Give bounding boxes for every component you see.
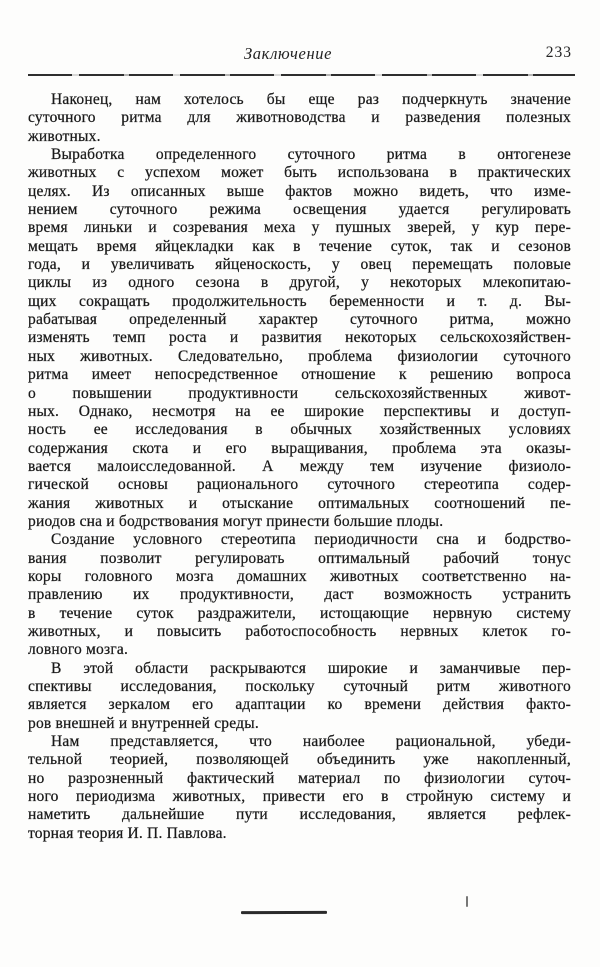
text-line: но разрозненный фактический материал по физиологии суточ- — [28, 769, 571, 787]
text-line: Наконец, нам хотелось бы еще раз подчеркнуть значение — [51, 91, 571, 108]
header-rule — [28, 74, 575, 76]
running-header — [28, 44, 574, 66]
text-line: ных животных. Следовательно, проблема физиологии суточного — [28, 347, 571, 365]
text-line: Создание условного стереотипа периодичности сна и бодрство- — [51, 531, 571, 549]
text-line: ритма имеет непосредственное отношение к решению вопроса — [28, 366, 571, 384]
text-line: торная теория И. П. Павлова. — [28, 824, 227, 842]
text-line: Выработка определенного суточного ритма в онтогенезе — [51, 146, 571, 164]
text-line: рабатывая определенный характер суточного ритма, можно — [28, 311, 571, 329]
text-line: о повышении продуктивности сельскохозяйственных живот- — [28, 384, 571, 402]
text-line: Нам представляется, что наиболее рациональной, убеди- — [51, 733, 571, 751]
text-line: ловного мозга. — [28, 641, 129, 659]
text-line: года, и увеличивать яйценоскость, у овец перемещать половые — [28, 256, 571, 274]
paragraph — [28, 733, 571, 843]
text-line: животных, и повысить работоспособность нервных клеток го- — [28, 622, 571, 640]
text-line: циклы из одного сезона в другой, у некоторых млекопитаю- — [28, 274, 571, 292]
text-line: животных с успехом может быть использована в практических — [28, 164, 571, 182]
page-number: 233 — [545, 44, 572, 61]
paragraph — [28, 146, 571, 531]
text-line: риодов сна и бодрствования могут принести большие плоды. — [28, 512, 444, 530]
text-line: вается малоисследованной. А между тем изучение физиоло- — [28, 457, 571, 475]
text-line: вания позволит регулировать оптимальный рабочий тонус — [28, 549, 571, 567]
text-line: нением суточного режима освещения удается регулировать — [28, 201, 571, 219]
text-line: животных. — [28, 127, 101, 145]
text-line: В этой области раскрываются широкие и заманчивые пер- — [51, 659, 571, 677]
text-line: ного периодизма животных, привести его в стройную систему и — [28, 788, 571, 806]
text-line: содержания скота и его выращивания, проблема эта оказы- — [28, 439, 571, 457]
text-line: щих сокращать продолжительность беременности и т. д. Вы- — [28, 292, 571, 310]
text-line: ность ее исследования в обычных хозяйственных условиях — [28, 421, 571, 439]
scan-artifact-mark — [466, 896, 468, 907]
text-line: тельной теорией, позволяющей объединить уже накопленный, — [28, 751, 571, 769]
text-line: наметить дальнейшие пути исследования, является рефлек- — [28, 806, 571, 824]
chapter-title: Заключение — [243, 44, 333, 63]
text-line: суточного ритма для животноводства и разведения полезных — [28, 109, 571, 127]
text-line: правлению их продуктивности, даст возможность устранить — [28, 586, 571, 604]
text-line: в течение суток раздражители, истощающие нервную систему — [28, 604, 571, 622]
text-line: является зеркалом его адаптации ко времени действия факто- — [28, 696, 571, 714]
text-line: время линьки и созревания меха у пушных зверей, у кур пере- — [28, 219, 571, 237]
paragraph — [28, 91, 571, 146]
text-line: целях. Из описанных выше фактов можно видеть, что изме- — [28, 182, 571, 200]
paragraph — [28, 660, 571, 733]
text-line: изменять темп роста и развития некоторых сельскохозяйствен- — [28, 329, 571, 347]
text-line: жания животных и отыскание оптимальных соотношений пе- — [28, 494, 571, 512]
chapter-title-wrap — [28, 44, 548, 64]
body-text — [28, 91, 571, 843]
text-line: мещать время яйцекладки как в течение суток, так и сезонов — [28, 237, 571, 255]
footer-rule — [241, 911, 327, 914]
text-line: ных. Однако, несмотря на ее широкие перспективы и доступ- — [28, 402, 571, 420]
text-line: коры головного мозга домашних животных соответственно на- — [28, 567, 571, 585]
paragraph — [28, 531, 571, 659]
text-line: ров внешней и внутренней среды. — [28, 714, 259, 732]
text-line: спективы исследования, поскольку суточный ритм животного — [28, 678, 571, 695]
text-line: гической основы рационального суточного стереотипа содер- — [28, 476, 571, 494]
